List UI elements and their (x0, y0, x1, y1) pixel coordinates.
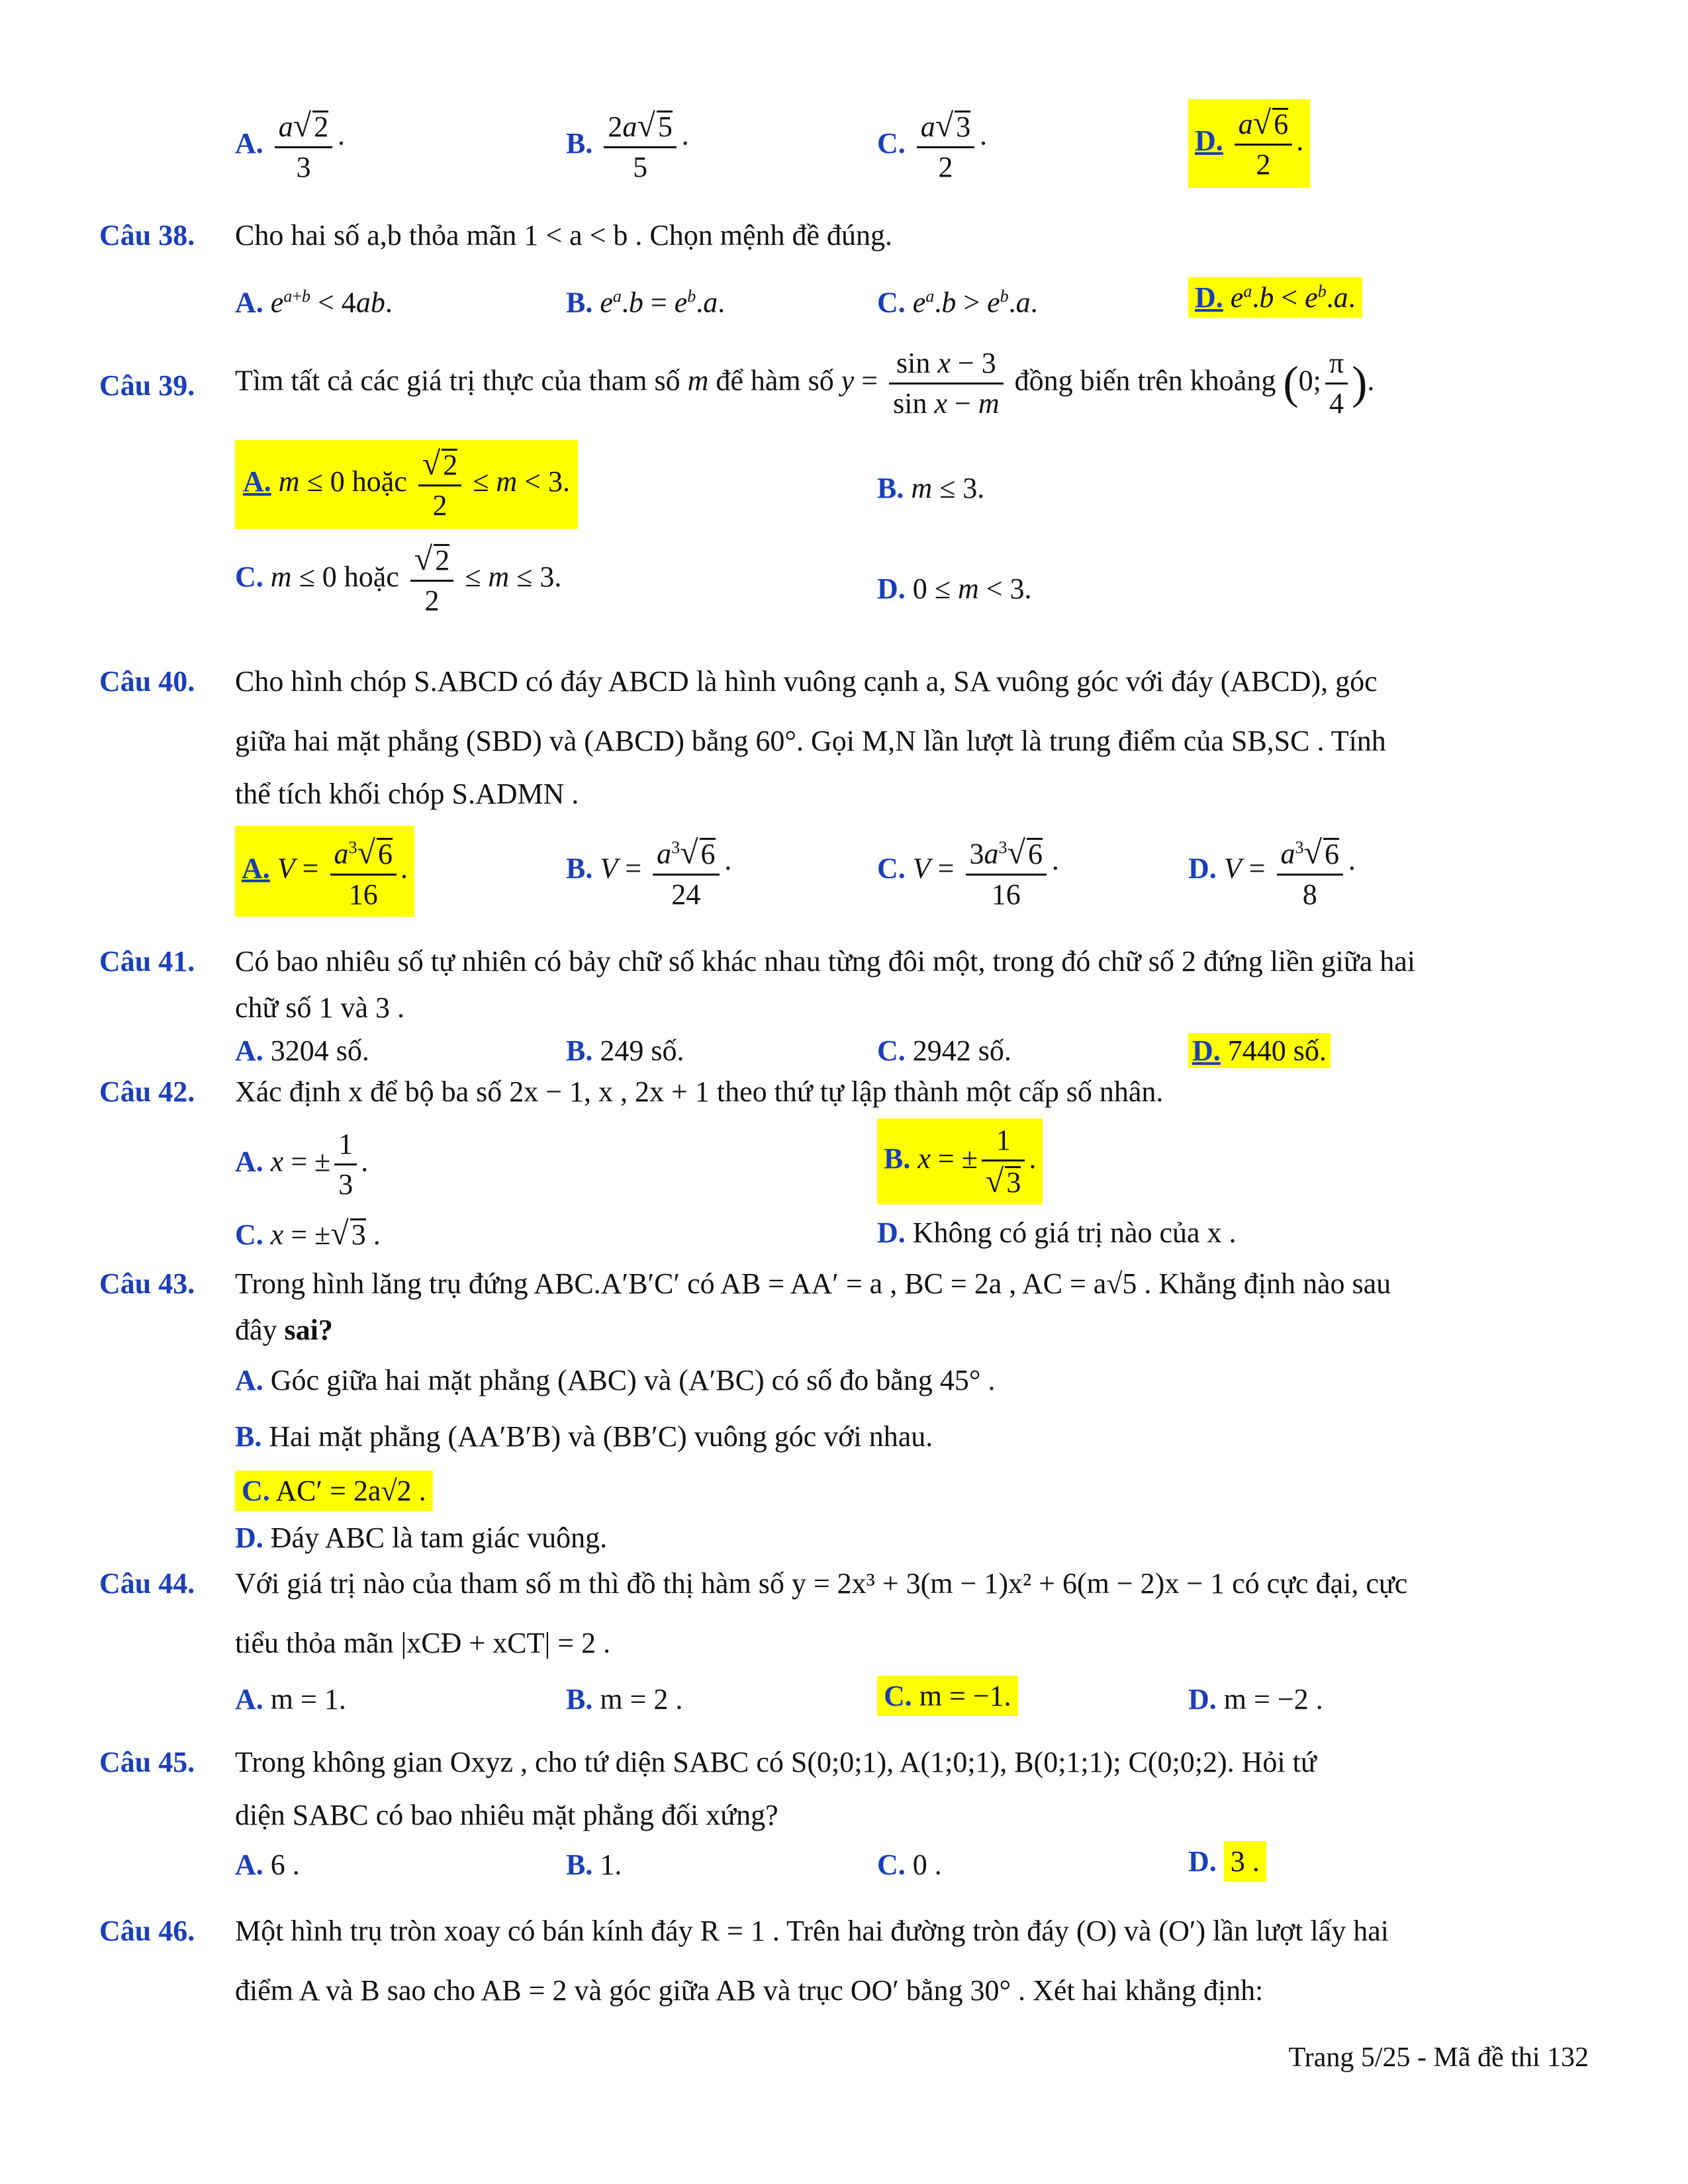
q38-option-c: C. $e^a.b > e^b.a$. (877, 286, 1038, 319)
option-label: C. (235, 561, 263, 594)
option-label: C. (877, 1848, 906, 1881)
q43-option-b (235, 1418, 933, 1455)
option-label: B. (877, 472, 904, 504)
question-line (235, 1312, 333, 1349)
q43-option-d (235, 1520, 607, 1557)
question-text: Cho hai số a,b thỏa mãn 1 < a < b . Chọn mệnh đề đúng. (235, 219, 893, 251)
option-text: m = −1. (919, 1680, 1011, 1712)
option-label: A. (235, 286, 263, 319)
option-label: D. (235, 1522, 263, 1554)
question-text-part: để hàm số (716, 364, 834, 397)
option-label: D. (877, 1216, 906, 1249)
question-text-part: Tìm tất cả các giá trị thực của tham số (235, 364, 680, 397)
option-label: A. (235, 1848, 263, 1881)
option-label: D. (1188, 1845, 1217, 1878)
q40-option-d: D. V = $\frac{a^3√6}{8}$ · (1188, 829, 1357, 914)
option-text: m = 2 . (600, 1683, 683, 1715)
question-number: Câu 39. (99, 369, 195, 402)
question-text-part: đồng biến trên khoảng (1014, 364, 1276, 397)
option-label: D. (1195, 281, 1223, 314)
q44-option-d (1188, 1681, 1323, 1718)
option-label: A. (235, 1034, 263, 1067)
option-label: B. (566, 1848, 593, 1881)
q45-option-b (566, 1846, 622, 1884)
option-label: D. (1188, 852, 1217, 885)
question-line: chữ số 1 và 3 . (235, 991, 405, 1024)
question-number: Câu 40. (99, 665, 195, 698)
q45-option-c (877, 1846, 942, 1884)
q42-option-a: A. x = ± $\frac{1}{3}$ . (235, 1125, 368, 1204)
option-text: m = 1. (270, 1683, 346, 1715)
q41-option-d-correct (1188, 1032, 1331, 1069)
option-text: 2942 số. (912, 1034, 1011, 1067)
option-label: B. (235, 1420, 262, 1453)
question-number: Câu 46. (99, 1915, 195, 1947)
option-label: A. (242, 852, 270, 885)
question-number: Câu 42. (99, 1075, 195, 1108)
option-text: 7440 số. (1227, 1034, 1327, 1067)
option-text: 249 số. (600, 1034, 684, 1067)
option-text: Đáy ABC là tam giác vuông. (270, 1522, 608, 1554)
option-text-part: hoặc (344, 561, 399, 594)
option-label: D. (877, 572, 906, 605)
page-footer: Trang 5/25 - Mã đề thi 132 (1288, 2042, 1589, 2073)
option-label: C. (877, 852, 906, 885)
question-number: Câu 41. (99, 945, 195, 978)
q42-option-c: C. x = ±√3 . (235, 1214, 381, 1251)
option-text: Góc giữa hai mặt phẳng (ABC) và (A′BC) có số đo bằng 45° . (270, 1364, 996, 1396)
q39-option-c: C. m ≤ 0 hoặc $\frac{√2}{2}$ ≤ m ≤ 3. (235, 540, 562, 617)
question-text-part: đây (235, 1314, 277, 1346)
q37-option-d-correct: D. $\frac{a√6}{2}$ . (1188, 99, 1310, 188)
option-label: C. (884, 1680, 912, 1712)
option-label: B. (566, 852, 593, 885)
q38-option-b: B. $e^a.b = e^b.a$. (566, 286, 726, 319)
option-label: B. (566, 127, 593, 160)
question-line: Trong không gian Oxyz , cho tứ diện SABC có S(0;0;1), A(1;0;1), B(0;1;1); C(0;0;2). Hỏi tứ (235, 1746, 1317, 1778)
q41-option-a (235, 1032, 369, 1069)
question-line: Với giá trị nào của tham số m thì đồ thị hàm số y = 2x³ + 3(m − 1)x² + 6(m − 2)x − 1 có cực đại, cực (235, 1567, 1408, 1600)
option-label: A. (235, 1145, 263, 1178)
q39-option-a-correct: A. m ≤ 0 hoặc $\frac{√2}{2}$ ≤ m < 3. (235, 440, 578, 529)
q44-option-a (235, 1681, 346, 1718)
option-text: 6 . (270, 1848, 300, 1881)
question-line: diện SABC có bao nhiêu mặt phẳng đối xứng? (235, 1799, 778, 1831)
option-text: 3 . (1224, 1841, 1266, 1882)
q37-option-c: C. $\frac{a√3}{2}$ · (877, 107, 988, 183)
question-text: Tìm tất cả các giá trị thực của tham số m để hàm số y = $\frac{\text{sin x − 3}}{\text{sin x − m}}$ đồng biến trên khoảng (0; $\frac{\pi}{4}$ ). (235, 344, 1374, 423)
option-text: 0 . (912, 1848, 942, 1881)
q40-option-b: B. V = $\frac{a^3√6}{24}$ · (566, 829, 733, 914)
option-label: C. (877, 1034, 906, 1067)
q40-option-c: C. V = $\frac{3a^3√6}{16}$ · (877, 829, 1060, 914)
option-label: B. (884, 1142, 911, 1175)
q42-option-b-correct: B. x = ± $\frac{1}{√3}$ . (877, 1118, 1043, 1205)
question-line: Cho hình chóp S.ABCD có đáy ABCD là hình vuông cạnh a, SA vuông góc với đáy (ABCD), góc (235, 665, 1378, 698)
q44-option-c-correct (877, 1678, 1018, 1715)
q38-option-a: A. $e^{a+b} < 4ab$. (235, 286, 393, 319)
q45-option-a (235, 1846, 300, 1884)
q39-option-b: B. m ≤ 3. (877, 472, 985, 504)
option-text: AC′ = 2a√2 . (275, 1475, 426, 1507)
q44-option-b (566, 1681, 682, 1718)
q37-option-b: B. $\frac{2a√5}{5}$ · (566, 107, 690, 183)
q39-option-d: D. 0 ≤ m < 3. (877, 572, 1032, 605)
option-label: C. (242, 1475, 270, 1507)
q40-option-a-correct: A. V = $\frac{a^3√6}{16}$ . (235, 826, 414, 917)
option-label: B. (566, 286, 593, 319)
option-text: Hai mặt phẳng (AA′B′B) và (BB′C) vuông góc với nhau. (269, 1420, 933, 1453)
option-text-part: hoặc (352, 465, 407, 498)
question-line: Trong hình lăng trụ đứng ABC.A′B′C′ có AB = AA′ = a , BC = 2a , AC = a√5 . Khẳng định nào sau (235, 1267, 1391, 1300)
q42-option-d (877, 1214, 1237, 1251)
q41-option-c (877, 1032, 1011, 1069)
q37-option-a: A. $\frac{a√2}{3}$ · (235, 107, 346, 183)
option-label: C. (877, 127, 906, 160)
option-label: B. (566, 1683, 593, 1715)
question-line: giữa hai mặt phẳng (SBD) và (ABCD) bằng 60°. Gọi M,N lần lượt là trung điểm của SB,SC . Tính (235, 725, 1386, 757)
question-text: Xác định x để bộ ba số 2x − 1, x , 2x + 1 theo thứ tự lập thành một cấp số nhân. (235, 1075, 1164, 1108)
question-line: thể tích khối chóp S.ADMN . (235, 778, 579, 810)
option-label: A. (235, 127, 263, 160)
question-line: Một hình trụ tròn xoay có bán kính đáy R = 1 . Trên hai đường tròn đáy (O) và (O′) lần lượt lấy hai (235, 1915, 1389, 1947)
option-text: 3204 số. (270, 1034, 369, 1067)
question-emphasis: sai? (284, 1314, 333, 1346)
option-label: A. (243, 465, 271, 498)
q41-option-b (566, 1032, 684, 1069)
question-line: tiểu thỏa mãn |xCĐ + xCT| = 2 . (235, 1627, 611, 1659)
q43-option-c-correct (235, 1473, 433, 1510)
question-number: Câu 43. (99, 1267, 195, 1300)
option-text: m = −2 . (1223, 1683, 1323, 1715)
option-label: A. (235, 1683, 263, 1715)
option-label: C. (235, 1218, 263, 1251)
option-label: B. (566, 1034, 593, 1067)
option-label: D. (1188, 1683, 1217, 1715)
option-label: D. (1195, 124, 1223, 158)
question-number: Câu 45. (99, 1746, 195, 1778)
question-number: Câu 38. (99, 219, 195, 251)
q38-option-d-correct: D. $e^a.b < e^b.a$. (1188, 273, 1362, 316)
option-label: D. (1192, 1034, 1221, 1067)
q45-option-d-correct (1188, 1843, 1266, 1880)
option-label: A. (235, 1364, 263, 1396)
option-label: C. (877, 286, 906, 319)
q43-option-a (235, 1362, 995, 1399)
question-number: Câu 44. (99, 1567, 195, 1600)
question-line: Có bao nhiêu số tự nhiên có bảy chữ số khác nhau từng đôi một, trong đó chữ số 2 đứng liền giữa hai (235, 945, 1416, 978)
option-text: 1. (600, 1848, 622, 1881)
question-line: điểm A và B sao cho AB = 2 và góc giữa AB và trục OO′ bằng 30° . Xét hai khẳng định: (235, 1974, 1264, 2007)
option-text: Không có giá trị nào của x . (912, 1216, 1237, 1249)
